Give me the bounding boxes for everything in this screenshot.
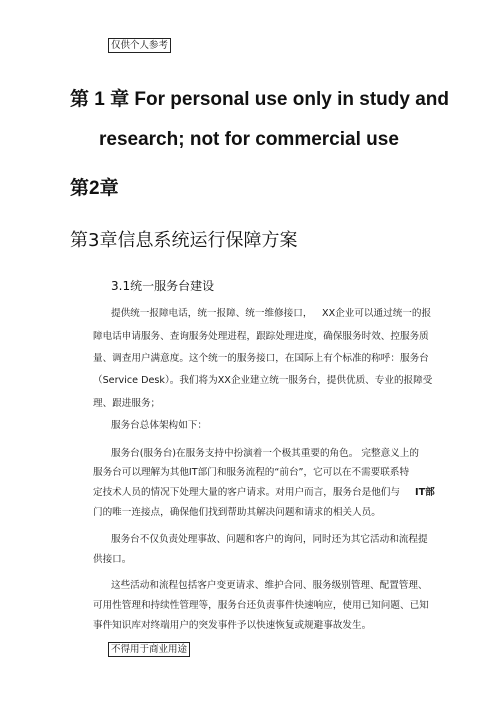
paragraph-3-line: IT部 [415, 487, 435, 498]
paragraph-3-line: 定技术人员的情况下处理大量的客户请求。对用户而言，服务台是他们与 [93, 487, 400, 498]
paragraph-1-line: （Service Desk）。我们将为XX企业建立统一服务台，提供优质、专业的报障受 [93, 375, 433, 386]
chapter-2-heading: 第2章 [70, 178, 119, 199]
paragraph-1-line: 量、调查用户满意度。这个统一的服务接口，在国际上有个标准的称呼：服务台 [93, 353, 429, 364]
personal-use-tag: 仅供个人参考 [108, 38, 171, 53]
paragraph-1-line: 理、跟进服务； [93, 398, 161, 409]
paragraph-3-line: 门的唯一连接点，确保他们找到帮助其解决问题和请求的相关人员。 [93, 507, 381, 518]
paragraph-3-line: 服务台可以理解为其他IT部门和服务流程的“前台”，它可以在不需要联系特 [93, 467, 410, 478]
paragraph-1-line: 提供统一报障电话，统一报障、统一维修接口， [111, 308, 313, 319]
paragraph-5-line: 可用性管理和持续性管理等，服务台还负责事件快速响应，使用已知问题、已知 [93, 600, 429, 611]
chapter-1-heading-line-1: 第 1 章 For personal use only in study and [70, 89, 450, 110]
chapter-1-heading-line-2: research; not for commercial use [99, 129, 399, 150]
no-commercial-use-tag: 不得用于商业用途 [108, 642, 190, 657]
chapter-3-heading: 第3章信息系统运行保障方案 [70, 230, 298, 251]
paragraph-4-line: 供接口。 [93, 554, 132, 565]
paragraph-1-line: XX企业可以通过统一的报 [322, 308, 432, 319]
section-3-1-heading: 3.1统一服务台建设 [111, 279, 215, 293]
paragraph-5-line: 这些活动和流程包括客户变更请求、维护合同、服务级别管理、配置管理、 [111, 580, 428, 591]
paragraph-4-line: 服务台不仅负责处理事故、问题和客户的询问，同时还为其它活动和流程提 [111, 534, 428, 545]
paragraph-5-line: 事件知识库对终端用户的突发事件予以快速恢复或规避事故发生。 [93, 620, 372, 631]
paragraph-3-line: 服务台(服务台)在服务支持中扮演着一个极其重要的角色。 完整意义上的 [111, 448, 419, 459]
paragraph-2: 服务台总体架构如下： [111, 420, 207, 431]
paragraph-1-line: 障电话申请服务、查询服务处理进程，跟踪处理进度，确保服务时效、控服务质 [93, 331, 429, 342]
